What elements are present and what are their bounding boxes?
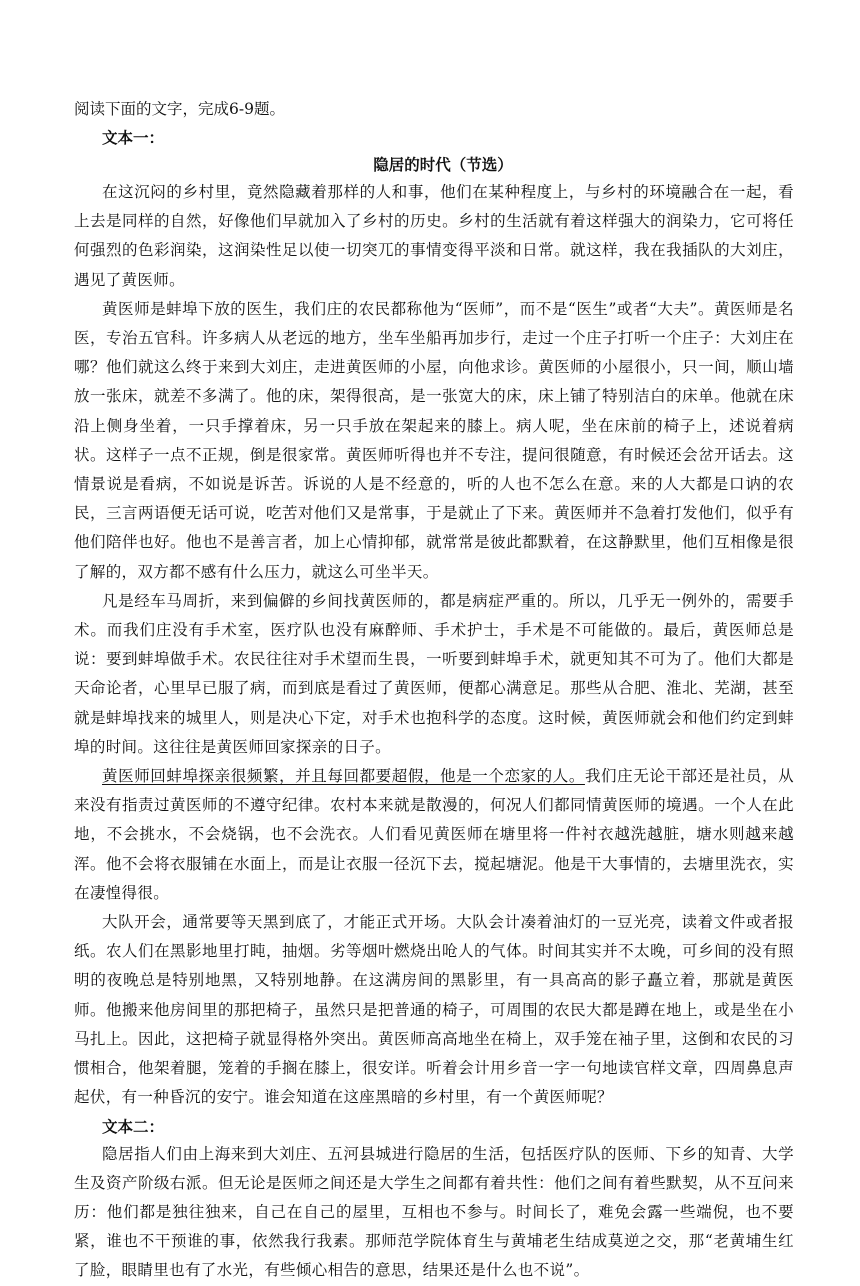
underlined-sentence: 黄医师回蚌埠探亲很频繁，并且每回都要超假，他是一个恋家的人。 bbox=[102, 767, 585, 786]
text1-label: 文本一： bbox=[102, 128, 165, 147]
text1-paragraph-4 bbox=[74, 762, 794, 908]
text2-paragraph: 隐居指人们由上海来到大刘庄、五河县城进行隐居的生活，包括医疗队的医师、下乡的知青、大学生及资产阶级右派。但无论是医师之间还是大学生之间都有着共性：他们之间有着些默契，从不互问来历：他们都是独往独来，自己在自己的屋里，互相也不参与。时间长了，难免会露一些端倪，也不要紧，谁也不干预谁的事，依然我行我素。那师范学院体育生与黄埔老生结成莫逆之交，那“老黄埔生红了脸，眼睛里也有了水光，有些倾心相告的意思，结果还是什么也不说”。 bbox=[74, 1144, 794, 1280]
text2-label: 文本二： bbox=[102, 1116, 165, 1136]
text1-paragraph-5: 大队开会，通常要等天黑到底了，才能正式开场。大队会计凑着油灯的一豆光亮，读着文件或者报纸。农人们在黑影地里打盹，抽烟。劣等烟叶燃烧出呛人的气体。时间其实并不太晚，可乡间的没有照明的夜晚总是特别地黑，又特别地静。在这满房间的黑影里，有一具高高的影子矗立着，那就是黄医师。他搬来他房间里的那把椅子，虽然只是把普通的椅子，可周围的农民大都是蹲在地上，或是坐在小马扎上。因此，这把椅子就显得格外突出。黄医师高高地坐在椅上，双手笼在袖子里，这倒和农民的习惯相合，他架着腿，笼着的手搁在膝上，很安详。听着会计用乡音一字一句地读官样文章，四周鼻息声起伏，有一种昏沉的安宁。谁会知道在这座黑暗的乡村里，有一个黄医师呢？ bbox=[74, 913, 794, 1107]
text1-paragraph-1: 在这沉闷的乡村里，竟然隐藏着那样的人和事，他们在某种程度上，与乡村的环境融合在一起，看上去是同样的自然，好像他们早就加入了乡村的历史。乡村的生活就有着这样强大的润染力，它可将任何强烈的色彩润染，这润染性足以使一切突兀的事情变得平淡和日常。就这样，我在我插队的大刘庄，遇见了黄医师。 bbox=[74, 183, 794, 289]
text1-title: 隐居的时代（节选） bbox=[373, 155, 513, 174]
text1-paragraph-2: 黄医师是蚌埠下放的医生，我们庄的农民都称他为“医师”，而不是“医生”或者“大夫”。黄医师是名医，专治五官科。许多病人从老远的地方，坐车坐船再加步行，走过一个庄子打听一个庄子：大刘庄在哪？他们就这么终于来到大刘庄，走进黄医师的小屋，向他求诊。黄医师的小屋很小，只一间，顺山墙放一张床，就差不多满了。他的床，架得很高，是一张宽大的床，床上铺了特别洁白的床单。他就在床沿上侧身坐着，一只手撑着床，另一只手放在架起来的膝上。病人呢，坐在床前的椅子上，述说着病状。这样子一点不正规，倒是很家常。黄医师听得也并不专注，提问很随意，有时候还会岔开话去。这情景说是看病，不如说是诉苦。诉说的人是不经意的，听的人也不怎么在意。来的人大都是口讷的农民，三言两语便无话可说，吃苦对他们又是常事，于是就止了下来。黄医师并不急着打发他们，似乎有他们陪伴也好。他也不是善言者，加上心情抑郁，就常常是彼此都默着，在这静默里，他们互相像是很了解的，双方都不感有什么压力，就这么可坐半天。 bbox=[74, 299, 794, 581]
document-page bbox=[74, 96, 794, 1286]
text1-paragraph-4-rest: 我们庄无论干部还是社员，从来没有指责过黄医师的不遵守纪律。农村本来就是散漫的，何况人们都同情黄医师的境遇。一个人在此地，不会挑水，不会烧锅，也不会洗衣。人们看见黄医师在塘里将一件衬衣越洗越脏，塘水则越来越浑。他不会将衣服铺在水面上，而是让衣服一径沉下去，搅起塘泥。他是干大事情的，去塘里洗衣，实在凄惶得很。 bbox=[74, 767, 794, 902]
reading-instruction: 阅读下面的文字，完成6-9题。 bbox=[74, 100, 285, 118]
text1-paragraph-3: 凡是经车马周折，来到偏僻的乡间找黄医师的，都是病症严重的。所以，几乎无一例外的，需要手术。而我们庄没有手术室，医疗队也没有麻醉师、手术护士，手术是不可能做的。最后，黄医师总是说：要到蚌埠做手术。农民往往对手术望而生畏，一听要到蚌埠手术，就更知其不可为了。他们大都是天命论者，心里早已服了病，而到底是看过了黄医师，便都心满意足。那些从合肥、淮北、芜湖，甚至就是蚌埠找来的城里人，则是决心下定，对手术也抱科学的态度。这时候，黄医师就会和他们约定到蚌埠的时间。这往往是黄医师回家探亲的日子。 bbox=[74, 591, 794, 756]
